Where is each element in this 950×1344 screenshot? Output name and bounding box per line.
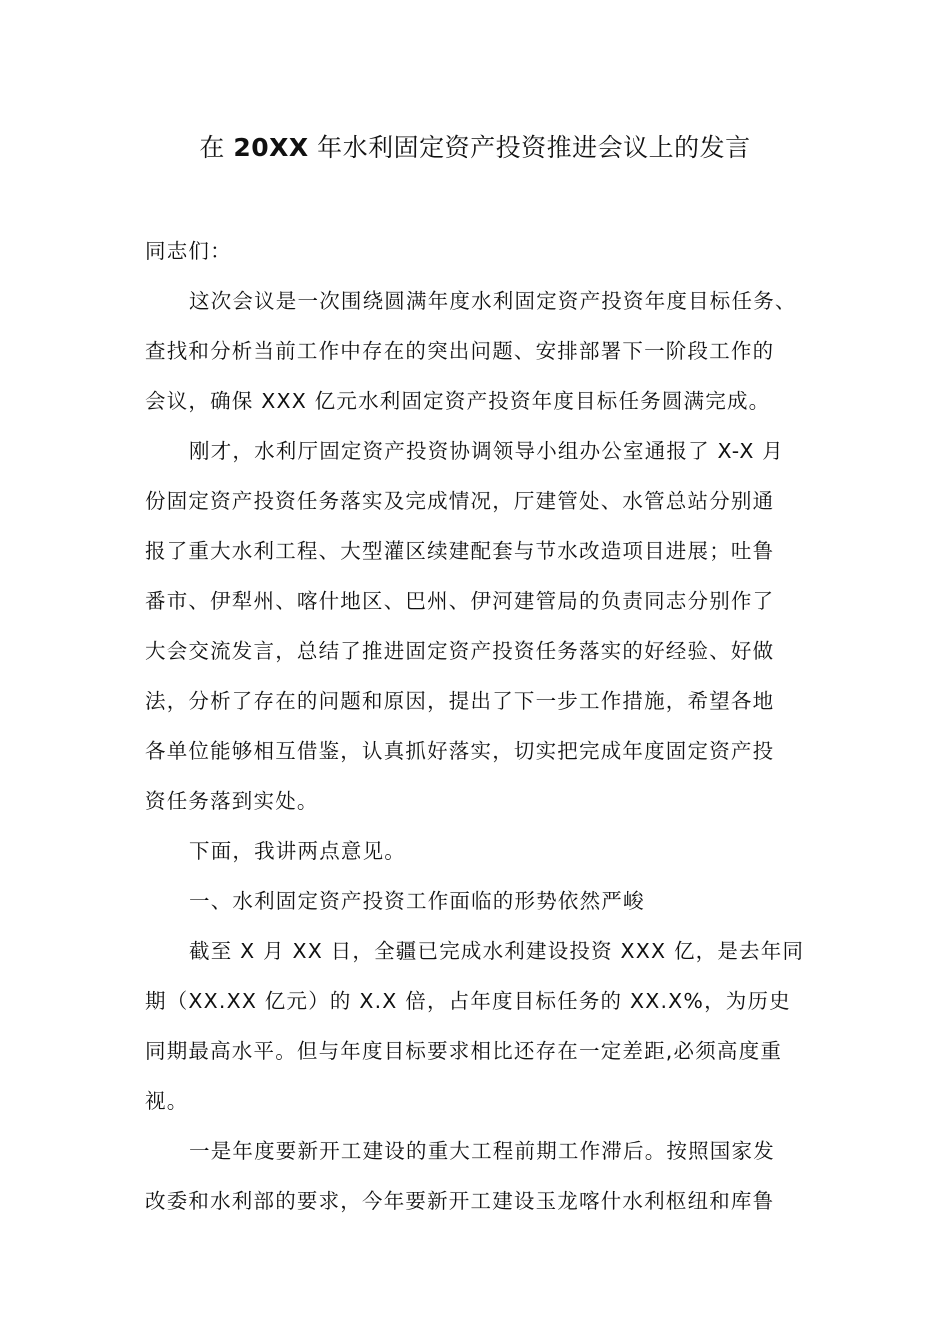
- paragraph-line: 这次会议是一次围绕圆满年度水利固定资产投资年度目标任务、: [189, 289, 797, 313]
- paragraph-3: [145, 826, 825, 876]
- paragraph-2: [145, 426, 825, 826]
- paragraph-1: [145, 276, 825, 426]
- paragraph-line: 视。: [145, 1089, 189, 1113]
- paragraph-line: 期（XX.XX 亿元）的 X.X 倍，占年度目标任务的 XX.X%，为历史: [145, 989, 791, 1013]
- paragraph-line: 大会交流发言，总结了推进固定资产投资任务落实的好经验、好做: [145, 639, 775, 663]
- paragraph-line: 法，分析了存在的问题和原因，提出了下一步工作措施，希望各地: [145, 689, 775, 713]
- paragraph-line: 查找和分析当前工作中存在的突出问题、安排部署下一阶段工作的: [145, 339, 775, 363]
- paragraph-line: 各单位能够相互借鉴，认真抓好落实，切实把完成年度固定资产投: [145, 739, 775, 763]
- paragraph-line: 同期最高水平。但与年度目标要求相比还存在一定差距,必须高度重: [145, 1039, 783, 1063]
- paragraph-line: 刚才，水利厅固定资产投资协调领导小组办公室通报了 X-X 月: [189, 439, 784, 463]
- paragraph-line: 份固定资产投资任务落实及完成情况，厅建管处、水管总站分别通: [145, 489, 775, 513]
- paragraph-line: 截至 X 月 XX 日，全疆已完成水利建设投资 XXX 亿，是去年同: [189, 939, 805, 963]
- paragraph-4: [145, 926, 825, 1126]
- paragraph-line: 下面，我讲两点意见。: [189, 839, 406, 863]
- title-suffix: 年水利固定资产投资推进会议上的发言: [308, 133, 751, 162]
- title-prefix: 在: [199, 133, 234, 162]
- paragraph-5: [145, 1126, 825, 1226]
- section-heading-1: [145, 876, 825, 926]
- paragraph-line: 改委和水利部的要求，今年要新开工建设玉龙喀什水利枢纽和库鲁: [145, 1189, 775, 1213]
- paragraph-line: 番市、伊犁州、喀什地区、巴州、伊河建管局的负责同志分别作了: [145, 589, 775, 613]
- section-heading-line: 一、水利固定资产投资工作面临的形势依然严峻: [189, 889, 645, 913]
- salutation: 同志们：: [145, 239, 232, 263]
- paragraph-line: 会议，确保 XXX 亿元水利固定资产投资年度目标任务圆满完成。: [145, 389, 771, 413]
- title-year: 20XX: [233, 133, 309, 162]
- paragraph-line: 报了重大水利工程、大型灌区续建配套与节水改造项目进展；吐鲁: [145, 539, 775, 563]
- paragraph-line: 资任务落到实处。: [145, 789, 319, 813]
- document-title: [0, 128, 950, 168]
- paragraph-line: 一是年度要新开工建设的重大工程前期工作滞后。按照国家发: [189, 1139, 775, 1163]
- document-body: [145, 226, 825, 1226]
